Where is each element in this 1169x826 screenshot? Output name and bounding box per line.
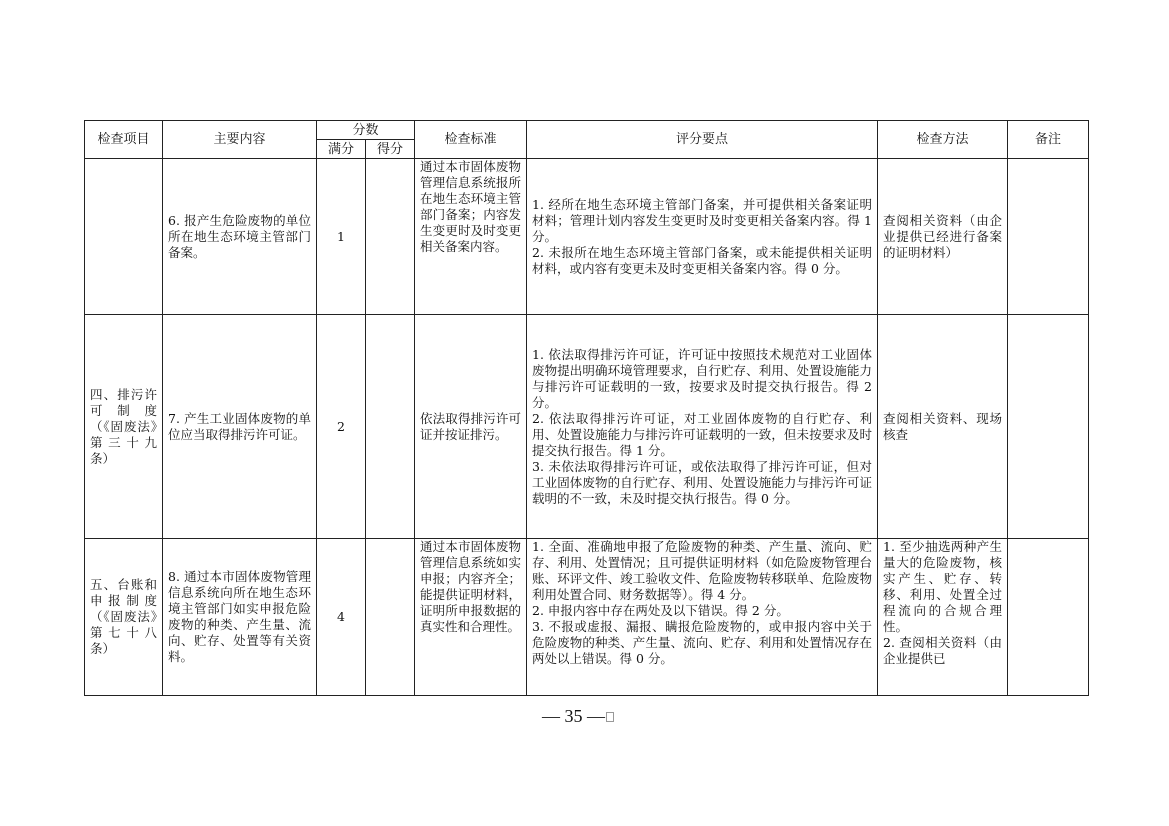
point-line: 2. 未报所在地生态环境主管部门备案，或未能提供相关证明材料，或内容有变更未及时变更相关备案内容。得 0 分。 — [532, 244, 873, 276]
table-row — [85, 315, 1089, 539]
row-standard: 依法取得排污许可证并按证排污。 — [415, 315, 527, 539]
row-remark[interactable] — [1008, 159, 1089, 315]
header-method: 检查方法 — [878, 121, 1008, 159]
row-got-score[interactable] — [366, 159, 415, 315]
header-item: 检查项目 — [85, 121, 163, 159]
point-line: 1. 全面、准确地申报了危险废物的种类、产生量、流向、贮存、利用、处置情况；且可提供证明材料（如危险废物管理台账、环评文件、竣工验收文件、危险废物转移联单、危险废物利用处置合同、财务数据等）。得 4 分。 — [532, 539, 873, 602]
row-full-score: 1 — [317, 159, 366, 315]
row-standard: 通过本市固体废物管理信息系统如实申报；内容齐全；能提供证明材料，证明所申报数据的真实性和合理性。 — [415, 539, 527, 696]
row-points — [527, 315, 878, 539]
page-number: — 35 — — [542, 706, 614, 727]
row-standard: 通过本市固体废物管理信息系统报所在地生态环境主管部门备案；内容发生变更时及时变更相关备案内容。 — [415, 159, 527, 315]
inspection-table — [84, 120, 1089, 696]
row-remark[interactable] — [1008, 539, 1089, 696]
row-item: 四、排污许可制度（《固废法》第三十九条） — [85, 315, 163, 539]
header-standard: 检查标准 — [415, 121, 527, 159]
row-points — [527, 159, 878, 315]
header-points: 评分要点 — [527, 121, 878, 159]
row-full-score: 2 — [317, 315, 366, 539]
row-points — [527, 539, 878, 696]
point-line: 2. 依法取得排污许可证，对工业固体废物的自行贮存、利用、处置设施能力与排污许可证载明的一致，但未按要求及时提交执行报告。得 1 分。 — [532, 410, 873, 458]
row-got-score[interactable] — [366, 539, 415, 696]
method-line: 2. 查阅相关资料（由企业提供已 — [883, 635, 1003, 666]
point-line: 1. 经所在地生态环境主管部门备案，并可提供相关备案证明材料；管理计划内容发生变更时及时变更相关备案内容。得 1 分。 — [532, 196, 873, 244]
point-line: 3. 未依法取得排污许可证，或依法取得了排污许可证，但对工业固体废物的自行贮存、利用、处置设施能力与排污许可证载明的不一致，未及时提交执行报告。得 0 分。 — [532, 458, 873, 506]
row-item: 五、台账和申报制度（《固废法》第七十八条） — [85, 539, 163, 696]
table-row — [85, 159, 1089, 315]
row-content: 7. 产生工业固体废物的单位应当取得排污许可证。 — [163, 315, 317, 539]
header-got-score: 得分 — [366, 140, 415, 159]
placeholder-box-icon — [606, 712, 614, 722]
row-content: 8. 通过本市固体废物管理信息系统向所在地生态环境主管部门如实申报危险废物的种类、产生量、流向、贮存、处置等有关资料。 — [163, 539, 317, 696]
table-row — [85, 539, 1089, 696]
row-full-score: 4 — [317, 539, 366, 696]
row-remark[interactable] — [1008, 315, 1089, 539]
row-method: 查阅相关资料、现场核查 — [878, 315, 1008, 539]
row-item — [85, 159, 163, 315]
header-remark: 备注 — [1008, 121, 1089, 159]
header-full-score: 满分 — [317, 140, 366, 159]
point-line: 1. 依法取得排污许可证，许可证中按照技术规范对工业固体废物提出明确环境管理要求，自行贮存、利用、处置设施能力与排污许可证载明的一致，按要求及时提交执行报告。得 2 分。 — [532, 346, 873, 410]
row-method: 查阅相关资料（由企业提供已经进行备案的证明材料） — [878, 159, 1008, 315]
method-line: 1. 至少抽选两种产生量大的危险废物，核实产生、贮存、转移、利用、处置全过程流向的合规合理性。 — [883, 539, 1003, 634]
header-score: 分数 — [317, 121, 415, 140]
row-method — [878, 539, 1008, 696]
point-line: 2. 申报内容中存在两处及以下错误。得 2 分。 — [532, 603, 789, 618]
row-content: 6. 报产生危险废物的单位所在地生态环境主管部门备案。 — [163, 159, 317, 315]
row-got-score[interactable] — [366, 315, 415, 539]
point-line: 3. 不报或虚报、漏报、瞒报危险废物的，或申报内容中关于危险废物的种类、产生量、流向、贮存、利用和处置情况存在两处以上错误。得 0 分。 — [532, 619, 873, 666]
header-content: 主要内容 — [163, 121, 317, 159]
